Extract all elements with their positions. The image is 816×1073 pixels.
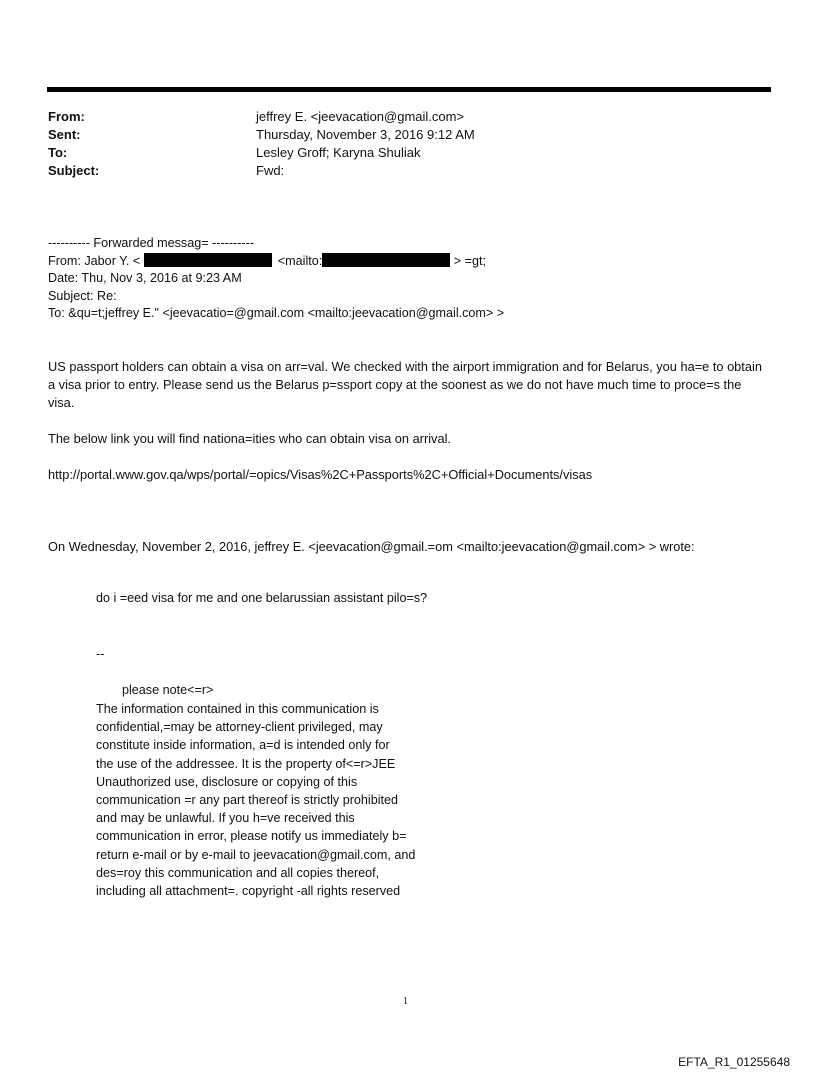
disclaimer-line: communication in error, please notify us immediately b=	[96, 829, 407, 844]
to-label: To:	[48, 145, 68, 160]
header-rule	[47, 87, 771, 92]
visa-link[interactable]: http://portal.www.gov.qa/wps/portal/=opics/Visas%2C+Passports%2C+Official+Documents/visas	[48, 467, 593, 482]
disclaimer-line: and may be unlawful. If you h=ve received this	[96, 811, 355, 826]
to-value: Lesley Groff; Karyna Shuliak	[256, 145, 421, 160]
wrote-line: On Wednesday, November 2, 2016, jeffrey E. <jeevacation@gmail.=om <mailto:jeevacation@gmail.com> > wrote:	[48, 539, 695, 554]
disclaimer-line: Unauthorized use, disclosure or copying of this	[96, 774, 358, 789]
forwarded-separator: ---------- Forwarded messag= ----------	[48, 236, 255, 250]
subject-label: Subject:	[48, 163, 100, 178]
disclaimer-line: communication =r any part thereof is strictly prohibited	[96, 793, 399, 808]
sent-value: Thursday, November 3, 2016 9:12 AM	[256, 127, 475, 142]
disclaimer-line: confidential,=may be attorney-client privileged, may	[96, 720, 383, 735]
document-id-footer: EFTA_R1_01255648	[678, 1055, 790, 1069]
disclaimer-line: the use of the addressee. It is the property of<=r>JEE	[96, 756, 396, 771]
forwarded-from-suffix: > =gt;	[453, 254, 486, 268]
disclaimer-line: including all attachment=. copyright -all rights reserved	[96, 884, 401, 899]
from-label: From:	[48, 109, 85, 124]
please-note: please note<=r>	[122, 683, 214, 697]
disclaimer-line: return e-mail or by e-mail to jeevacation@gmail.com, and	[96, 847, 416, 862]
page-number: 1	[403, 996, 408, 1007]
body-paragraph-2: The below link you will find nationa=ities who can obtain visa on arrival.	[48, 431, 451, 446]
disclaimer-line: The information contained in this communication is	[96, 702, 379, 716]
forwarded-from-prefix: From: Jabor Y. <	[48, 254, 141, 268]
forwarded-to: To: &qu=t;jeffrey E." <jeevacatio=@gmail.com <mailto:jeevacation@gmail.com> >	[48, 306, 505, 320]
quoted-question: do i =eed visa for me and one belarussian assistant pilo=s?	[96, 591, 428, 605]
disclaimer	[96, 700, 456, 900]
disclaimer-line: constitute inside information, a=d is intended only for	[96, 738, 390, 753]
forwarded-date: Date: Thu, Nov 3, 2016 at 9:23 AM	[48, 271, 242, 285]
forwarded-subject: Subject: Re:	[48, 289, 117, 303]
sent-label: Sent:	[48, 127, 81, 142]
subject-value: Fwd:	[256, 163, 285, 178]
forwarded-from-line	[48, 253, 486, 271]
disclaimer-line: des=roy this communication and all copies thereof,	[96, 865, 380, 880]
redaction-box	[144, 253, 272, 267]
from-value: jeffrey E. <jeevacation@gmail.com>	[256, 109, 465, 124]
forwarded-from-mid: <mailto:	[277, 254, 323, 268]
redaction-box	[322, 253, 450, 267]
signature-separator: --	[96, 647, 105, 661]
body-paragraph-1: US passport holders can obtain a visa on arr=val. We checked with the airport immigration and for Belarus, you ha=e to obtain a visa prior to entry. Please send us the Belarus p=ssport copy at the soonest as we do not have much time to proce=s the visa.	[48, 359, 762, 410]
